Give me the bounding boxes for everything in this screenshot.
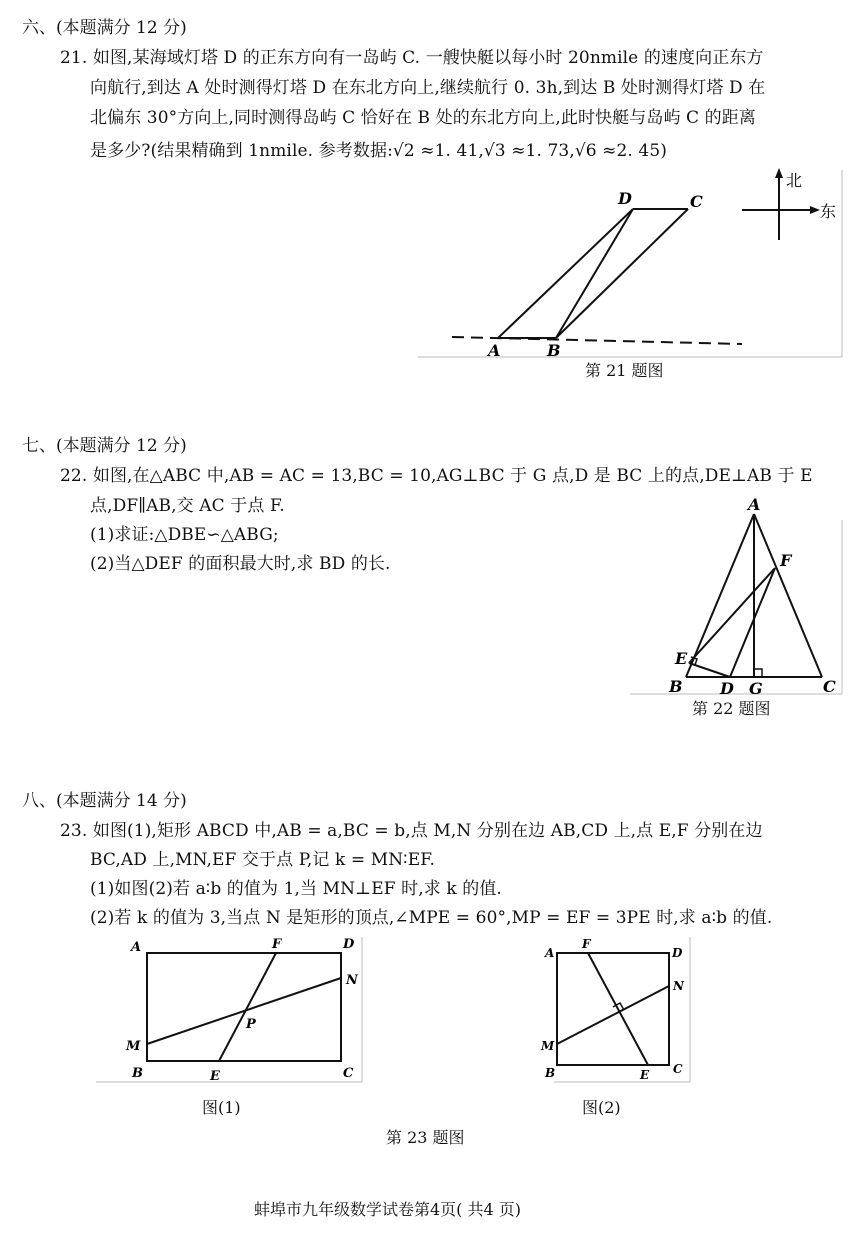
q23-line-2: BC,AD 上,MN,EF 交于点 P,记 k = MN∶EF.	[90, 850, 435, 870]
section-7-heading: 七、(本题满分 12 分)	[22, 436, 187, 456]
label-F: F	[582, 937, 591, 951]
q22-line-3: (1)求证:△DBE∽△ABG;	[90, 525, 279, 545]
label-C: C	[673, 1062, 683, 1076]
label-B: B	[669, 677, 683, 696]
q21-caption: 第 21 题图	[585, 361, 664, 380]
q23-line-3: (1)如图(2)若 a∶b 的值为 1,当 MN⊥EF 时,求 k 的值.	[90, 879, 502, 899]
label-A: A	[131, 940, 142, 955]
label-M: M	[541, 1039, 555, 1053]
q21-line-2: 向航行,到达 A 处时测得灯塔 D 在东北方向上,继续航行 0. 3h,到达 B 处时测得灯塔 D 在	[90, 78, 766, 98]
label-C: C	[823, 677, 836, 696]
label-N: N	[346, 973, 358, 988]
q23-line-1: 23. 如图(1),矩形 ABCD 中,AB = a,BC = b,点 M,N 分别在边 AB,CD 上,点 E,F 分别在边	[60, 821, 763, 841]
label-B: B	[132, 1066, 143, 1081]
page-footer: 蚌埠市九年级数学试卷第4页( 共4 页)	[254, 1200, 522, 1219]
label-M: M	[126, 1039, 141, 1054]
q22-caption: 第 22 题图	[692, 699, 771, 718]
q21-line-4: 是多少?(结果精确到 1nmile. 参考数据:√2 ≈1. 41,√3 ≈1. 73,√6 ≈2. 45)	[90, 141, 667, 161]
label-A: A	[488, 341, 501, 360]
label-D: D	[618, 189, 632, 208]
label-D: D	[720, 679, 734, 698]
q21-line-1: 21. 如图,某海域灯塔 D 的正东方向有一岛屿 C. 一艘快艇以每小时 20nmile 的速度向正东方	[60, 48, 764, 68]
segment-EF	[219, 953, 276, 1061]
label-E: E	[675, 649, 688, 668]
label-D: D	[672, 946, 683, 960]
q23-fig1	[96, 937, 362, 1084]
q23-fig2-caption: 图(2)	[582, 1098, 621, 1117]
label-C: C	[343, 1066, 354, 1081]
q23-line-4: (2)若 k 的值为 3,当点 N 是矩形的顶点,∠MPE = 60°,MP = EF = 3PE 时,求 a∶b 的值.	[90, 908, 773, 928]
q23-fig2	[540, 937, 690, 1082]
label-F: F	[272, 937, 282, 952]
label-C: C	[690, 192, 703, 211]
compass-north-label: 北	[786, 171, 803, 190]
label-A: A	[545, 946, 555, 960]
label-P: P	[246, 1017, 256, 1032]
label-G: G	[749, 679, 763, 698]
square-ABCD	[557, 953, 669, 1065]
segment-MN	[147, 978, 341, 1044]
section-6-heading: 六、(本题满分 12 分)	[22, 18, 187, 38]
label-A: A	[748, 495, 761, 514]
q22-line-4: (2)当△DEF 的面积最大时,求 BD 的长.	[90, 554, 391, 574]
label-F: F	[780, 551, 792, 570]
q23-caption: 第 23 题图	[386, 1128, 465, 1147]
label-N: N	[673, 979, 684, 993]
label-E: E	[640, 1068, 650, 1082]
rectangle-ABCD	[147, 953, 341, 1061]
label-B: B	[545, 1066, 556, 1080]
segment-EF	[588, 953, 648, 1065]
q21-line-3: 北偏东 30°方向上,同时测得岛屿 C 恰好在 B 处的东北方向上,此时快艇与岛屿 C 的距离	[90, 108, 756, 128]
compass-east-label: 东	[820, 202, 837, 221]
segment-MN	[557, 986, 669, 1044]
label-D: D	[343, 937, 355, 952]
label-E: E	[210, 1069, 220, 1084]
q23-fig1-caption: 图(1)	[202, 1098, 241, 1117]
q22-line-2: 点,DF∥AB,交 AC 于点 F.	[90, 496, 285, 516]
q22-line-1: 22. 如图,在△ABC 中,AB = AC = 13,BC = 10,AG⊥BC 于 G 点,D 是 BC 上的点,DE⊥AB 于 E	[60, 466, 813, 486]
label-B: B	[547, 341, 561, 360]
section-8-heading: 八、(本题满分 14 分)	[22, 791, 187, 811]
